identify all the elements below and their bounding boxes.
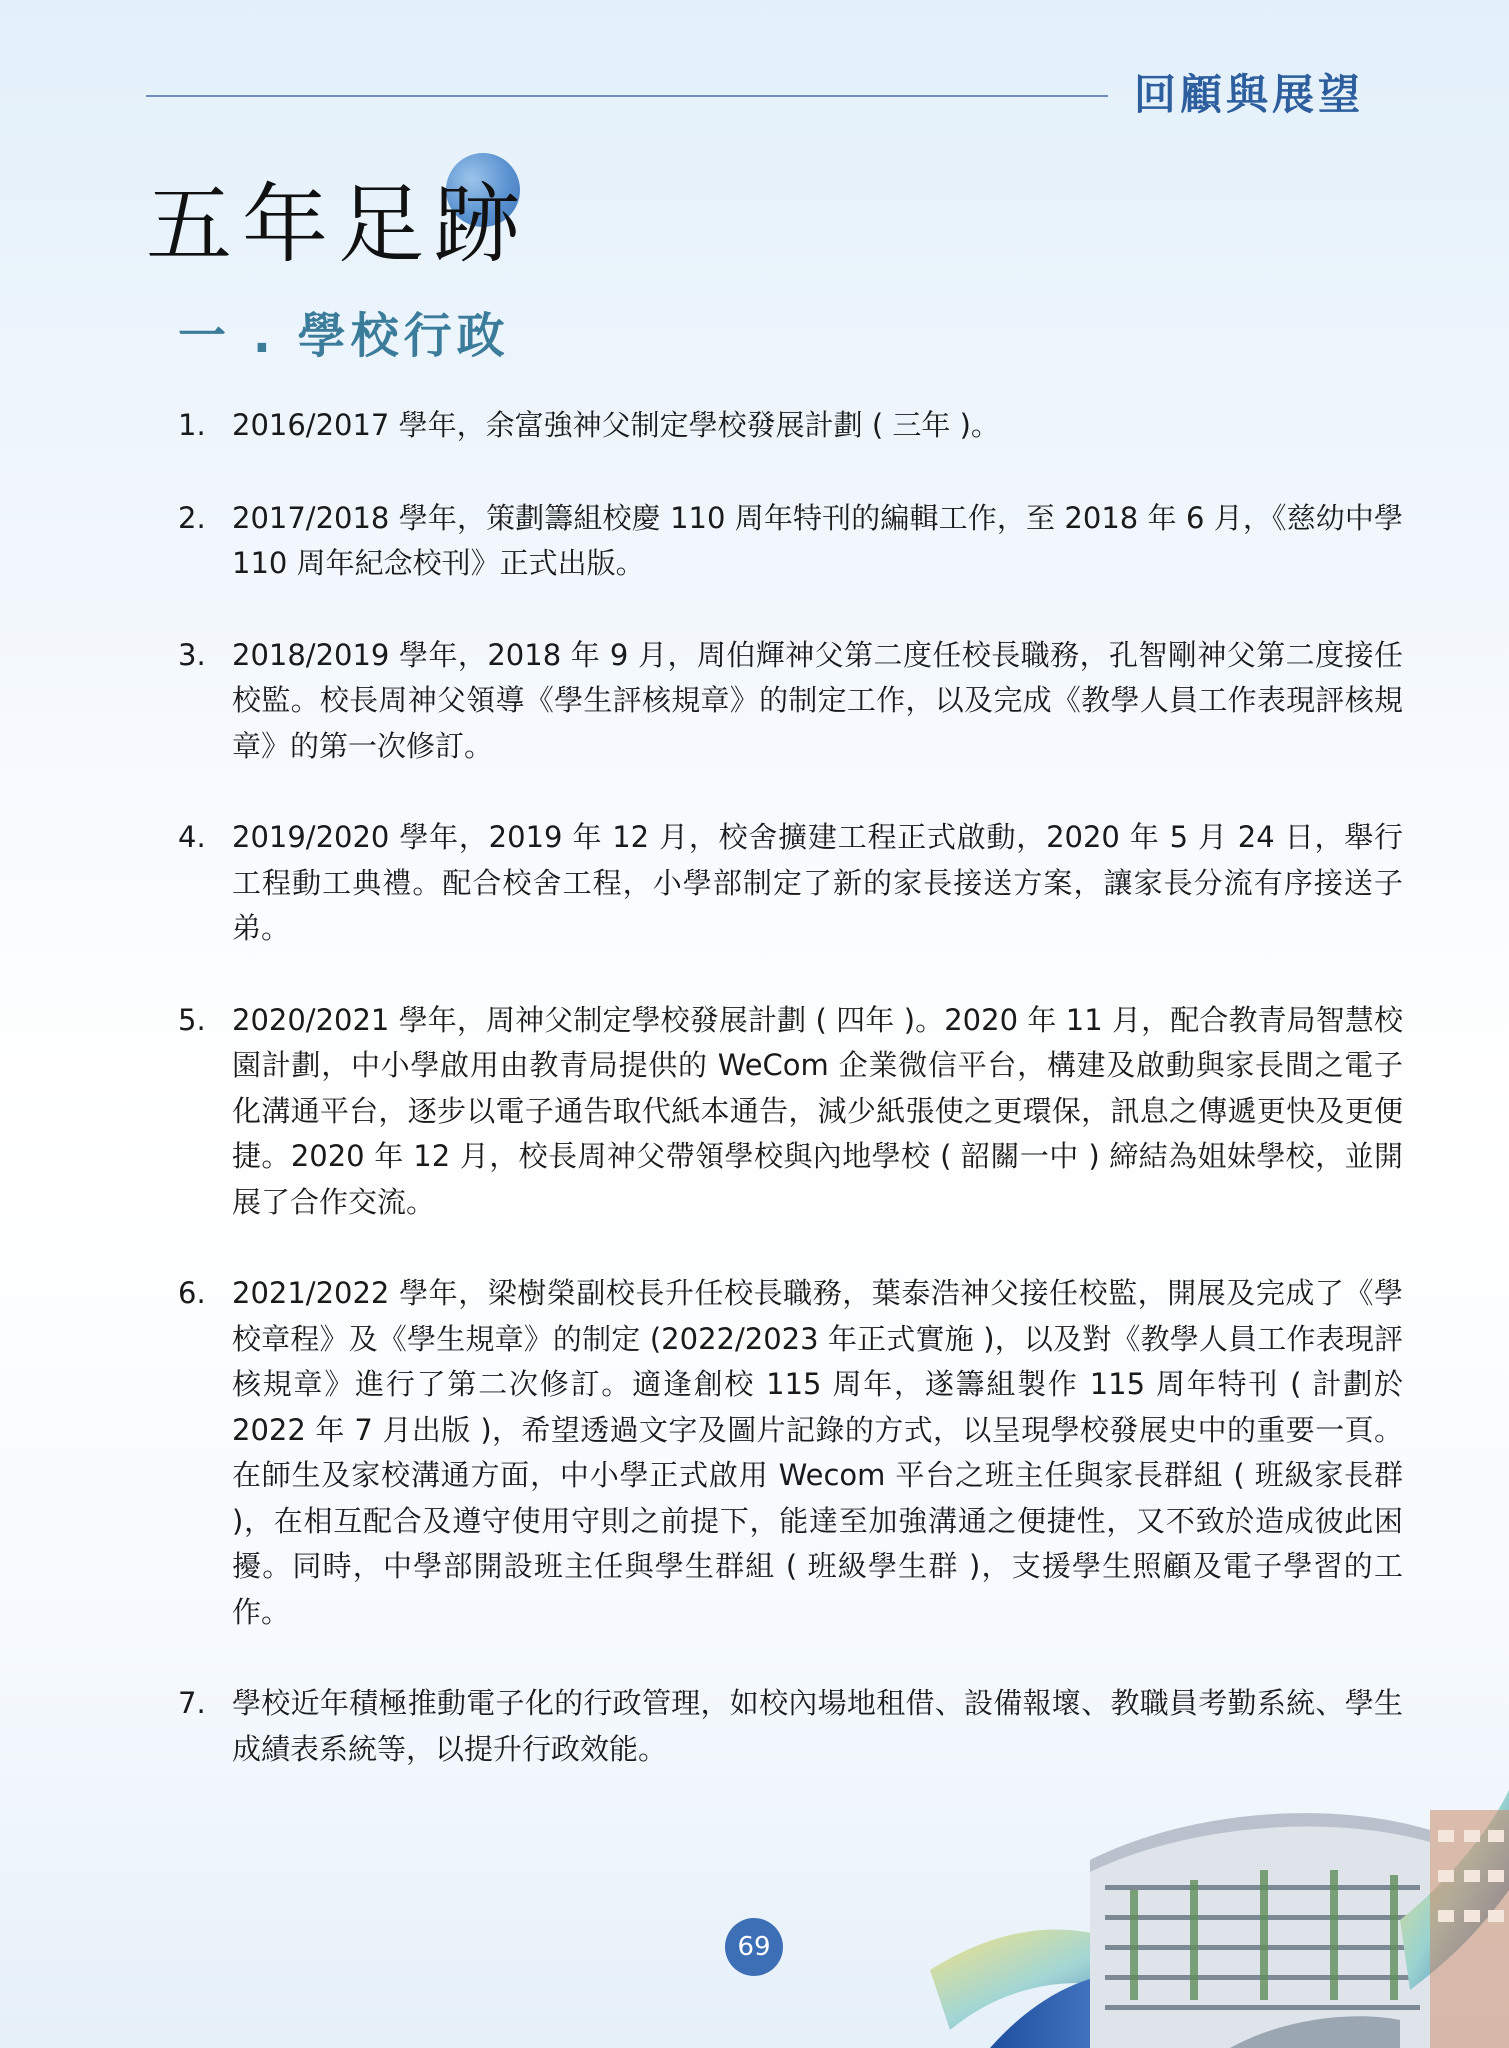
school-building-illustration — [930, 1770, 1509, 2048]
item-text: 2018/2019 學年，2018 年 9 月，周伯輝神父第二度任校長職務，孔智剛神父第二度接任校監。校長周神父領導《學生評核規章》的制定工作，以及完成《教學人員工作表現評核規章》的第一次修訂。 — [232, 637, 1403, 763]
item-list — [178, 403, 1403, 1772]
list-item — [178, 496, 1403, 587]
item-number: 7. — [178, 1686, 206, 1720]
list-item — [178, 633, 1403, 770]
item-number: 5. — [178, 1002, 206, 1037]
item-text: 2017/2018 學年，策劃籌組校慶 110 周年特刊的編輯工作，至 2018 年 6 月，《慈幼中學 110 周年紀念校刊》正式出版。 — [232, 500, 1403, 580]
item-number: 6. — [178, 1276, 206, 1310]
item-text: 2019/2020 學年，2019 年 12 月，校舍擴建工程正式啟動，2020 年 5 月 24 日，舉行工程動工典禮。配合校舍工程，小學部制定了新的家長接送方案，讓家長分流有序接送子弟。 — [232, 820, 1403, 945]
list-item — [178, 998, 1403, 1226]
item-number: 2. — [178, 500, 206, 535]
list-item — [178, 1681, 1403, 1772]
list-item — [178, 403, 1403, 449]
item-text: 學校近年積極推動電子化的行政管理，如校內場地租借、設備報壞、教職員考勤系統、學生成績表系統等，以提升行政效能。 — [232, 1686, 1403, 1766]
subsection-title: 一 . 學校行政 — [178, 308, 510, 364]
item-number: 3. — [178, 637, 206, 672]
item-text: 2016/2017 學年，余富強神父制定學校發展計劃 ( 三年 )。 — [232, 408, 1000, 442]
item-number: 1. — [178, 408, 206, 442]
section-tag: 回顧與展望 — [1134, 70, 1365, 119]
list-item — [178, 1271, 1403, 1635]
item-number: 4. — [178, 820, 206, 854]
item-text: 2021/2022 學年，梁樹榮副校長升任校長職務，葉泰浩神父接任校監，開展及完成了《學校章程》及《學生規章》的制定 (2022/2023 年正式實施 )，以及對《教學人員工作表現評核規章》進行了第二次修訂。適逢創校 115 周年，遂籌組製作 115 周年特刊 ( 計劃於 2022 年 7 月出版 )，希望透過文字及圖片記錄的方式，以呈現學校發展史中的重要一頁。在師生及家校溝通方面，中小學正式啟用 Wecom 平台之班主任與家長群組 ( 班級家長群 )，在相互配合及遵守使用守則之前提下，能達至加強溝通之便捷性，又不致於造成彼此困擾。同時，中學部開設班主任與學生群組 ( 班級學生群 )，支援學生照顧及電子學習的工作。 — [232, 1276, 1403, 1629]
item-text: 2020/2021 學年，周神父制定學校發展計劃 ( 四年 )。2020 年 11 月，配合教青局智慧校園計劃，中小學啟用由教青局提供的 WeCom 企業微信平台，構建及啟動與家長間之電子化溝通平台，逐步以電子通告取代紙本通告，減少紙張使之更環保，訊息之傳遞更快及更便捷。2020 年 12 月，校長周神父帶領學校與內地學校 ( 韶關一中 ) 締結為姐妹學校，並開展了合作交流。 — [232, 1002, 1403, 1219]
header-rule — [146, 95, 1108, 97]
page-title: 五年足跡 — [146, 175, 530, 275]
list-item — [178, 815, 1403, 952]
page-number: 69 — [725, 1918, 783, 1976]
